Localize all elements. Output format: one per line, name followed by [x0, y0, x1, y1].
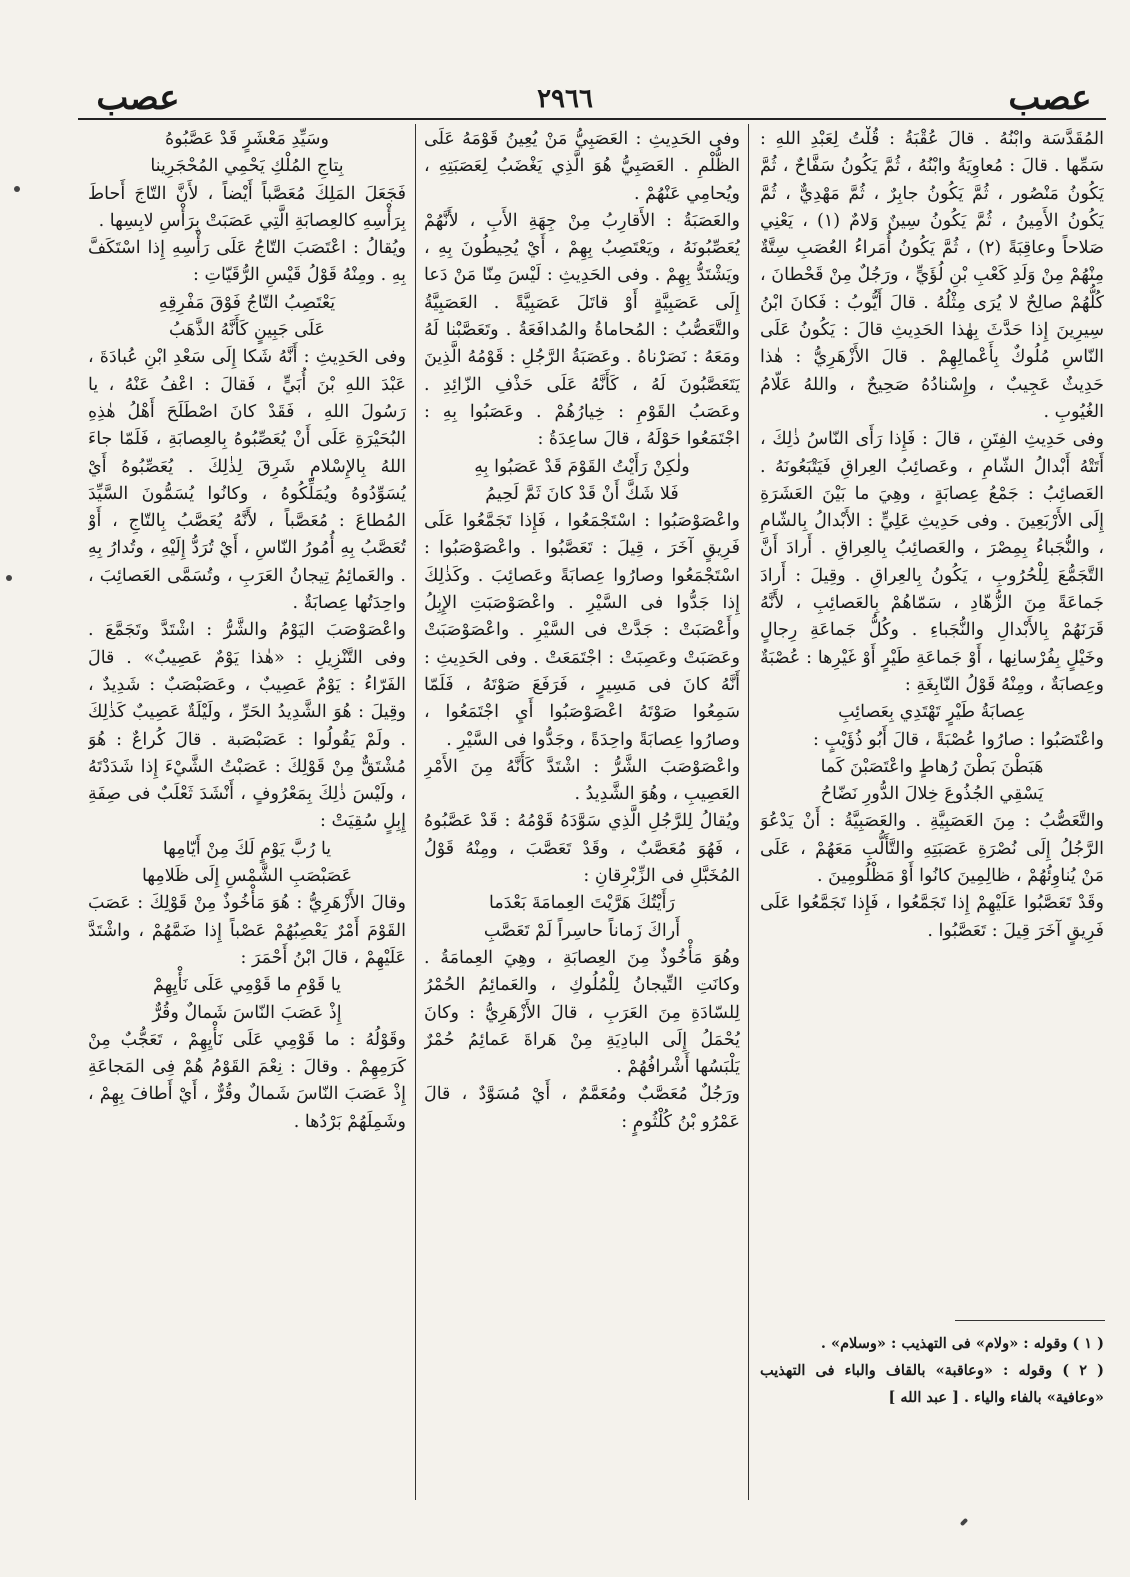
paragraph: ورَجُلٌ مُعَصَّبٌ ومُعَمَّمٌ ، أَيْ مُسَوَّدٌ ، قالَ عَمْرُو بْنُ كُلْثُومٍ :: [424, 1084, 740, 1132]
column-divider-left: [415, 124, 416, 1500]
paragraph: والتَّعَصُّبُ : مِنَ العَصَبِيَّةِ . والعَصَبِيَّةُ : أَنْ يَدْعُوَ الرَّجُلُ إِلَى نُصْرَةِ عَصَبَتِهِ والتَّأَلُّبِ مَعَهُمْ ، عَلَى مَنْ يُناوِئُهُمْ ، ظالِمِينَ كانُوا أَوْ مَظْلُومِينَ .: [760, 811, 1104, 887]
verse-line: وسَيِّدِ مَعْشَرٍ قَدْ عَصَّبُوهُ: [164, 129, 329, 149]
paragraph: والعَصَبَةُ : الأَقارِبُ مِنْ جِهَةِ الأَبِ ، لأَنَّهُمْ يُعَصِّبُونَهُ ، ويَعْتَصِبُ بِهِمْ ، أَيْ يُحِيطُونَ بِهِ ، ويَشْتَدُّ بِهِمْ . وفى الحَدِيثِ : لَيْسَ مِنّا مَنْ دَعا إِلَى عَصَبِيَّةٍ أَوْ قاتَلَ عَصَبِيَّةً . العَصَبِيَّةُ والتَّعَصُّبُ : المُحاماةُ والمُدافَعَةُ . وتَعَصَّبْنا لَهُ ومَعَهُ : نَصَرْناهُ . وعَصَبَةُ الرَّجُلِ : قَوْمُهُ الَّذِينَ يَتَعَصَّبُونَ لَهُ ، كَأَنَّهُ عَلَى حَذْفِ الزّائِدِ . وعَصَبُ القَوْمِ : خِيارُهُمْ . وعَصَبُوا بِهِ : اجْتَمَعُوا حَوْلَهُ ، قالَ ساعِدَةُ :: [424, 210, 740, 450]
paragraph: وفى حَدِيثِ الفِتَنِ ، قالَ : فَإِذا رَأَى النّاسُ ذٰلِكَ ، أَتَتْهُ أَبْدالُ الشّامِ ، وعَصائِبُ العِراقِ فَيَتْبَعُونَهُ . العَصائِبُ : جَمْعُ عِصابَةٍ ، وهِيَ ما بَيْنَ العَشَرَةِ إِلَى الأَرْبَعِينَ . وفى حَدِيثِ عَلِيٍّ : الأَبْدالُ بِالشّامِ ، والنُّجَباءُ بِمِصْرَ ، والعَصائِبُ بِالعِراقِ . أَرادَ أَنَّ التَّجَمُّعَ لِلْحُرُوبِ ، يَكُونُ بِالعِراقِ . وقِيلَ : أَرادَ جَماعَةً مِنَ الزُّهّادِ ، سَمّاهُمْ بِالعَصائِبِ ، لأَنَّهُ قَرَنَهُمْ بِالأَبْدالِ والنُّجَباءِ . وكُلُّ جَماعَةِ رِجالٍ وخَيْلٍ بِفُرْسانِها ، أَوْ جَماعَةِ طَيْرٍ أَوْ غَيْرِها : عُصْبَةٌ وعِصابَةٌ ، ومِنْهُ قَوْلُ النّابِغَةِ :: [760, 429, 1104, 695]
verse-line: ولٰكِنْ رَأَيْتُ القَوْمَ قَدْ عَصَبُوا بِهِ: [474, 456, 690, 477]
paragraph: وقَوْلُهُ : ما قَوْمِي عَلَى نَأْيِهِمْ ، تَعَجُّبٌ مِنْ كَرَمِهِمْ . وقالَ : نِعْمَ القَوْمُ هُمْ فِى المَجاعَةِ إِذْ عَصَبَ النّاسَ شَمالٌ وقُرٌّ ، أَيْ أَطافَ بِهِمْ ، وشَمِلَهُمْ بَرْدُها .: [88, 1029, 406, 1132]
paragraph: وهُوَ مَأْخُوذٌ مِنَ العِصابَةِ ، وهِيَ العِمامَةُ . وكانَتِ التِّيجانُ لِلْمُلُوكِ ، والعَمائِمُ الحُمْرُ لِلسّادَةِ مِنَ العَرَبِ ، قالَ الأَزْهَرِيُّ : وكانَ يُحْمَلُ إِلَى البادِيَةِ مِنْ هَراةَ عَمائِمُ حُمْرٌ يَلْبَسُها أَشْرافُهُمْ .: [424, 947, 740, 1078]
verse-line: يا قَوْمِ ما قَوْمِي عَلَى نَأْيِهِمْ: [153, 975, 341, 996]
paragraph: وفى الحَدِيثِ : أَنَّهُ شَكا إِلَى سَعْدِ ابْنِ عُبادَةَ ، عَبْدَ اللهِ بْنَ أُبَيٍّ ، فَقالَ : اعْفُ عَنْهُ ، يا رَسُولَ اللهِ ، فَقَدْ كانَ اصْطَلَحَ أَهْلُ هٰذِهِ البُحَيْرَةِ عَلَى أَنْ يُعَصِّبُوهُ بِالعِصابَةِ ، فَلَمّا جاءَ اللهُ بِالإِسْلامِ شَرِقَ لِذٰلِكَ . يُعَصِّبُوهُ أَيْ يُسَوِّدُوهُ ويُمَلِّكُوهُ ، وكانُوا يُسَمُّونَ السَّيِّدَ المُطاعَ : مُعَصَّباً ، لأَنَّهُ يُعَصَّبُ بِالتّاجِ ، أَوْ تُعَصَّبُ بِهِ أُمُورُ النّاسِ ، أَيْ تُرَدُّ إِلَيْهِ ، وتُدارُ بِهِ . والعَمائِمُ تِيجانُ العَرَبِ ، وتُسَمَّى العَصائِبَ ، واحِدَتُها عِصابَةٌ .: [88, 347, 406, 614]
paragraph: فَجَعَلَ المَلِكَ مُعَصَّباً أَيْضاً ، لأَنَّ التّاجَ أَحاطَ بِرَأْسِهِ كالعِصابَةِ الَّتِي عَصَبَتْ بِرَأْسِ لابِسِها .: [88, 183, 406, 231]
verse-line: عِصابَةُ طَيْرٍ تَهْتَدِي بِعَصائِبِ: [838, 702, 1026, 723]
verse-line: إِذْ عَصَبَ النّاسَ شَمالٌ وقُرٌّ: [152, 1002, 342, 1023]
text-column-middle: [424, 126, 740, 1506]
header-rule: [78, 118, 1106, 120]
paragraph: وقالَ الأَزْهَرِيُّ : هُوَ مَأْخُوذٌ مِنْ قَوْلِكَ : عَصَبَ القَوْمَ أَمْرٌ يَعْصِبُهُمْ عَصْباً إِذا ضَمَّهُمْ ، واشْتَدَّ عَلَيْهِمْ ، قالَ ابْنُ أَحْمَرَ :: [88, 893, 406, 968]
header-entry-word-left: عصب: [96, 78, 180, 118]
text-column-right: [760, 126, 1104, 1326]
verse-line: يَسْقِي الجُذُوعَ خِلالَ الدُّورِ نَضّاحُ: [820, 784, 1044, 805]
margin-speck: [6, 575, 12, 581]
verse-line: بِتاجِ المُلْكِ يَحْمِي المُحْجَرِينا: [150, 156, 344, 177]
footnote-rule: [955, 1320, 1105, 1321]
paragraph: واعْصَوْصَبَ الشَّرُّ : اشْتَدَّ كَأَنَّهُ مِنَ الأَمْرِ العَصِيبِ ، وهُوَ الشَّدِيدُ .: [424, 756, 740, 805]
paragraph: وقَدْ تَعَصَّبُوا عَلَيْهِمْ إِذا تَجَمَّعُوا ، فَإِذا تَجَمَّعُوا عَلَى فَرِيقٍ آخَرَ قِيلَ : تَعَصَّبُوا .: [760, 893, 1104, 941]
verse-line: فَلا شَكَّ أَنْ قَدْ كانَ ثَمَّ لَحِيمُ: [485, 483, 679, 504]
header-entry-word-right: عصب: [1008, 78, 1092, 118]
paragraph: ويُقالُ : اعْتَصَبَ التّاجُ عَلَى رَأْسِهِ إِذا اسْتَكَفَّ بِهِ . ومِنْهُ قَوْلُ قَيْسِ الرُّقَيّاتِ :: [88, 238, 406, 286]
margin-speck: [14, 186, 20, 192]
paragraph: واعْصَوْصَبُوا : اسْتَجْمَعُوا ، فَإِذا تَجَمَّعُوا عَلَى فَرِيقٍ آخَرَ ، قِيلَ : تَعَصَّبُوا . واعْصَوْصَبُوا : اسْتَجْمَعُوا وصارُوا عِصابَةً وعَصائِبَ . وكَذٰلِكَ إِذا جَدُّوا فى السَّيْرِ . واعْصَوْصَبَتِ الإِبِلُ وأَعْصَبَتْ : جَدَّتْ فى السَّيْرِ . واعْصَوْصَبَتْ وعَصَبَتْ وعَصِبَتْ : اجْتَمَعَتْ . وفى الحَدِيثِ : أَنَّهُ كانَ فى مَسِيرٍ ، فَرَفَعَ صَوْتَهُ ، فَلَمّا سَمِعُوا صَوْتَهُ اعْصَوْصَبُوا أَيِ اجْتَمَعُوا ، وصارُوا عِصابَةً واحِدَةً ، وجَدُّوا فى السَّيْرِ .: [424, 511, 740, 750]
verse-line: هَبَطْنَ بَطْنَ رُهاطٍ واعْتَصَبْنَ كَما: [820, 756, 1044, 777]
page-number: ٢٩٦٦: [537, 84, 593, 114]
verse-line: يَعْتَصِبُ التّاجُ فَوْقَ مَفْرِقِهِ: [158, 292, 336, 313]
footnote: ( ٢ ) وقوله : «وعاقبة» بالقاف والباء فى التهذيب «وعافية» بالفاء والياء . [ عبد الله ]: [760, 1362, 1104, 1406]
paragraph: المُقَدَّسَة وابْنُهُ . قالَ عُقْبَةُ : قُلْتُ لِعَبْدِ اللهِ : سَمِّها . قالَ : مُعاوِيَةُ وابْنُهُ ، ثُمَّ يَكُونُ سَفَّاحٌ ، ثُمَّ يَكُونُ مَنْصُور ، ثُمَّ يَكُونُ جابِرٌ ، ثُمَّ مَهْدِيٌّ ، ثُمَّ يَكُونُ الأَمِينُ ، ثُمَّ يَكُونُ سِينٌ وَلامٌ (١) ، يَعْنِي صَلاحاً وعاقِبَةً (٢) ، ثُمَّ يَكُونُ أُمَراءُ العُصَبِ سِتَّةٌ مِنْهُمْ مِنْ وَلَدِ كَعْبِ بْنِ لُؤَيٍّ ، ورَجُلٌ مِنْ قَحْطانَ ، كُلُّهُمْ صالِحٌ لا يُرَى مِثْلُهُ . قالَ أَيُّوبُ : فَكانَ ابْنُ سِيرِينَ إِذا حَدَّثَ بِهٰذا الحَدِيثِ قالَ : يَكُونُ عَلَى النّاسِ مُلُوكٌ بِأَعْمالِهِمْ . قالَ الأَزْهَرِيُّ : هٰذا حَدِيثٌ عَجِيبٌ ، وإِسْنادُهُ صَحِيحٌ ، واللهُ عَلّامُ الغُيُوبِ .: [760, 129, 1104, 422]
verse-line: يا رُبَّ يَوْمٍ لَكَ مِنْ أَيّامِها: [162, 838, 332, 859]
footnotes: [760, 1330, 1104, 1411]
verse-line: عَصَبْصَبِ الشَّمْسِ إِلَى ظَلامِها: [141, 866, 353, 887]
paragraph: وفى الحَدِيثِ : العَصَبِيُّ مَنْ يُعِينُ قَوْمَهُ عَلَى الظُّلْمِ . العَصَبِيُّ هُوَ الَّذِي يَغْضَبُ لِعَصَبَتِهِ ، ويُحامِي عَنْهُمْ .: [424, 129, 740, 204]
verse-line: رَأَيْتُكَ هَرَّيْتَ العِمامَةَ بَعْدَما: [489, 893, 675, 914]
footnote: ( ١ ) وقوله : «ولام» فى التهذيب : «وسلام» .: [820, 1335, 1104, 1352]
verse-line: عَلَى جَبِينٍ كَأَنَّهُ الذَّهَبُ: [169, 320, 325, 341]
paragraph: واعْتَصَبُوا : صارُوا عُصْبَةً ، قالَ أَبُو ذُؤَيْبٍ :: [812, 729, 1104, 750]
ink-mark: [960, 1518, 968, 1526]
text-column-left: [88, 126, 406, 1506]
column-divider-right: [748, 124, 749, 1500]
paragraph: واعْصَوْصَبَ اليَوْمُ والشَّرُّ : اشْتَدَّ وتَجَمَّعَ . وفى التَّنْزِيلِ : «هٰذا يَوْمٌ عَصِيبٌ» . قالَ الفَرّاءُ : يَوْمٌ عَصِيبٌ ، وعَصَبْصَبٌ : شَدِيدٌ ، وقِيلَ : هُوَ الشَّدِيدُ الحَرِّ ، ولَيْلَةٌ عَصِيبٌ كَذٰلِكَ . ولَمْ يَقُولُوا : عَصَبْصَبة . قالَ كُراعٌ : هُوَ مُشْتَقٌّ مِنْ قَوْلِكَ : عَصَبْتُ الشَّيْءَ إِذا شَدَدْتَهُ ، ولَيْسَ ذٰلِكَ بِمَعْرُوفٍ ، أَنْشَدَ ثَعْلَبٌ فى صِفَةِ إِبِلٍ سُقِيَتْ :: [88, 620, 406, 832]
paragraph: ويُقالُ لِلرَّجُلِ الَّذِي سَوَّدَهُ قَوْمُهُ : قَدْ عَصَّبُوهُ ، فَهُوَ مُعَصَّبٌ ، وقَدْ تَعَصَّبَ ، ومِنْهُ قَوْلُ المُخَبَّلِ فى الزِّبْرِقانِ :: [424, 811, 740, 887]
verse-line: أَراكَ زَماناً حاسِراً لَمْ تَعَصَّبِ: [483, 920, 681, 941]
